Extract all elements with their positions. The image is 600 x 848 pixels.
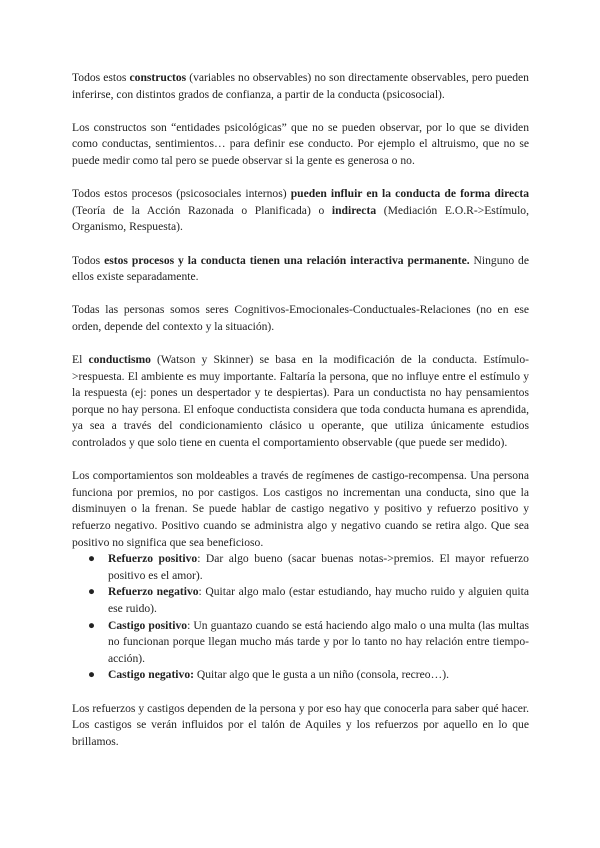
paragraph-seres-cognitivos: Todas las personas somos seres Cognitivos-Emocionales-Conductuales-Relaciones (no en ese orden, depende del contexto y la situación). <box>72 303 529 333</box>
list-item: ● Castigo negativo: Quitar algo que le gusta a un niño (consola, recreo…). <box>72 667 529 684</box>
term-indirecta: indirecta <box>331 203 377 217</box>
term-castigo-positivo: Castigo positivo <box>108 618 188 632</box>
term-relacion-interactiva: estos procesos y la conducta tienen una relación interactiva permanente. <box>104 253 470 267</box>
bullet-list-refuerzos-castigos <box>72 551 529 684</box>
bullet-icon: ● <box>88 668 96 682</box>
paragraph-relacion-interactiva: Todos estos procesos y la conducta tienen una relación interactiva permanente. Ninguno de ellos existe separadamente. <box>72 253 529 284</box>
bullet-icon: ● <box>88 552 96 566</box>
bullet-icon: ● <box>88 618 96 632</box>
paragraph-conductismo: El conductismo (Watson y Skinner) se basa en la modificación de la conducta. Estímulo->respuesta. El ambiente es muy importante. Faltaría la persona, que no influye entre el estímulo y la respuesta (ej: pones un despertador y te despiertas). Para un conductista no hay pensamientos porque no hay persona. El enfoque conductista considera que toda conducta humana es aprendida, ya sea a través del condicionamiento clásico u operante, que utiliza únicamente estudios controlados y que solo tiene en cuenta el comportamiento observable (que puede ser medido). <box>72 353 530 450</box>
term-castigo-negativo: Castigo negativo: <box>108 668 194 682</box>
term-refuerzo-negativo: Refuerzo negativo <box>108 585 199 599</box>
term-influencia-directa: pueden influir en la conducta de forma directa <box>290 187 529 201</box>
term-refuerzo-positivo: Refuerzo positivo <box>108 552 198 566</box>
list-item: ● Refuerzo positivo: Dar algo bueno (sacar buenas notas->premios. El mayor refuerzo positivo es el amor). <box>88 552 529 582</box>
bullet-icon: ● <box>88 585 96 599</box>
paragraph-castigo-recompensa: Los comportamientos son moldeables a través de regímenes de castigo-recompensa. Una persona funciona por premios, no por castigos. Los castigos no incrementan una conducta, sino que la disminuyen o la frenan. Se puede hablar de castigo negativo y positivo y refuerzo positivo y refuerzo negativo. Positivo cuando se administra algo y negativo cuando se retira algo. Que sea positivo no significa que sea beneficioso. <box>72 469 529 549</box>
paragraph-constructos: Todos estos constructos (variables no observables) no son directamente observables, pero pueden inferirse, con distintos grados de confianza, a partir de la conducta (psicosocial). <box>72 71 529 101</box>
paragraph-conclusion: Los refuerzos y castigos dependen de la persona y por eso hay que conocerla para saber qué hacer. Los castigos se verán influidos por el talón de Aquiles y los refuerzos por aquello en lo que brillamos. <box>72 701 529 748</box>
paragraph-procesos-influencia: Todos estos procesos (psicosociales internos) pueden influir en la conducta de forma directa (Teoría de la Acción Razonada o Planificada) o indirecta (Mediación E.O.R->Estímulo, Organismo, Respuesta). <box>72 187 529 234</box>
term-constructos: constructos <box>129 71 187 84</box>
term-conductismo: conductismo <box>88 353 151 367</box>
paragraph-entidades-psicologicas: Los constructos son “entidades psicológicas” que no se pueden observar, por lo que se dividen como conductas, sentimientos… para definir ese conducto. Por ejemplo el altruismo, que no se puede medir como tal pero se puede observar si la gente es generosa o no. <box>72 120 529 167</box>
list-item: ● Castigo positivo: Un guantazo cuando se está haciendo algo malo o una multa (las multas no funcionan porque llegan mucho más tarde y por lo tanto no hay relación entre tiempo-acción). <box>88 618 529 665</box>
list-item: ● Refuerzo negativo: Quitar algo malo (estar estudiando, hay mucho ruido y alguien quita ese ruido). <box>88 585 529 615</box>
